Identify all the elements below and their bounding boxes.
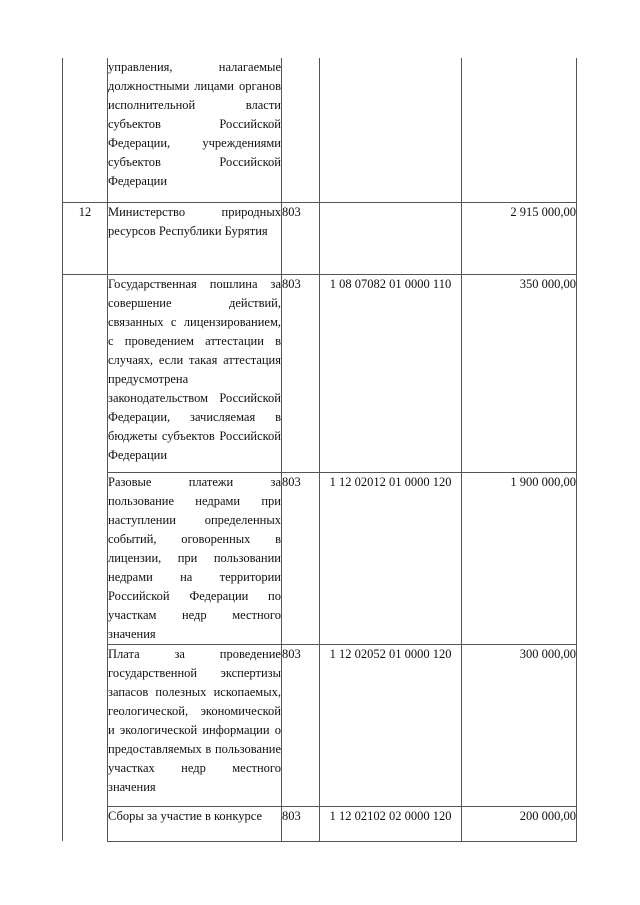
budget-classification-code: 1 12 02012 01 0000 120 <box>320 472 462 644</box>
admin-code <box>282 58 320 202</box>
revenue-name: Разовые платежи за пользование недрами при наступлении определенных событий, оговоренных в лицензии, при пользовании недрами на территории Российской Федерации по участкам недр местного значения <box>108 472 282 644</box>
table-row <box>63 274 577 472</box>
revenue-name: Государственная пошлина за совершение действий, связанных с лицензированием, с проведением аттестации в случаях, если такая аттестация предусмотрена законодательством Российской Федерации, зачисляемая в бюджеты субъектов Российской Федерации <box>108 274 282 472</box>
budget-classification-code <box>320 202 462 274</box>
admin-code: 803 <box>282 472 320 644</box>
table-row <box>63 472 577 644</box>
amount <box>462 58 577 202</box>
budget-classification-code <box>320 58 462 202</box>
amount: 2 915 000,00 <box>462 202 577 274</box>
amount: 300 000,00 <box>462 644 577 806</box>
revenue-table <box>62 58 577 842</box>
table-row <box>63 58 577 202</box>
revenue-name: Плата за проведение государственной экспертизы запасов полезных ископаемых, геологической, экономической и экологической информации о предоставляемых в пользование участках недр местного значения <box>108 644 282 806</box>
amount: 1 900 000,00 <box>462 472 577 644</box>
revenue-name: управления, налагаемые должностными лицами органов исполнительной власти субъектов Российской Федерации, учреждениями субъектов Российской Федерации <box>108 58 282 202</box>
budget-classification-code: 1 12 02052 01 0000 120 <box>320 644 462 806</box>
budget-classification-code: 1 08 07082 01 0000 110 <box>320 274 462 472</box>
amount: 200 000,00 <box>462 806 577 841</box>
table-row <box>63 644 577 806</box>
admin-code: 803 <box>282 806 320 841</box>
admin-code: 803 <box>282 644 320 806</box>
revenue-name: Министерство природных ресурсов Республики Бурятия <box>108 202 282 274</box>
amount: 350 000,00 <box>462 274 577 472</box>
table-row <box>63 202 577 274</box>
row-number: 12 <box>63 202 108 274</box>
admin-code: 803 <box>282 202 320 274</box>
revenue-name: Сборы за участие в конкурсе <box>108 806 282 841</box>
row-number <box>63 274 108 841</box>
admin-code: 803 <box>282 274 320 472</box>
budget-classification-code: 1 12 02102 02 0000 120 <box>320 806 462 841</box>
table-row <box>63 806 577 841</box>
row-number <box>63 58 108 202</box>
